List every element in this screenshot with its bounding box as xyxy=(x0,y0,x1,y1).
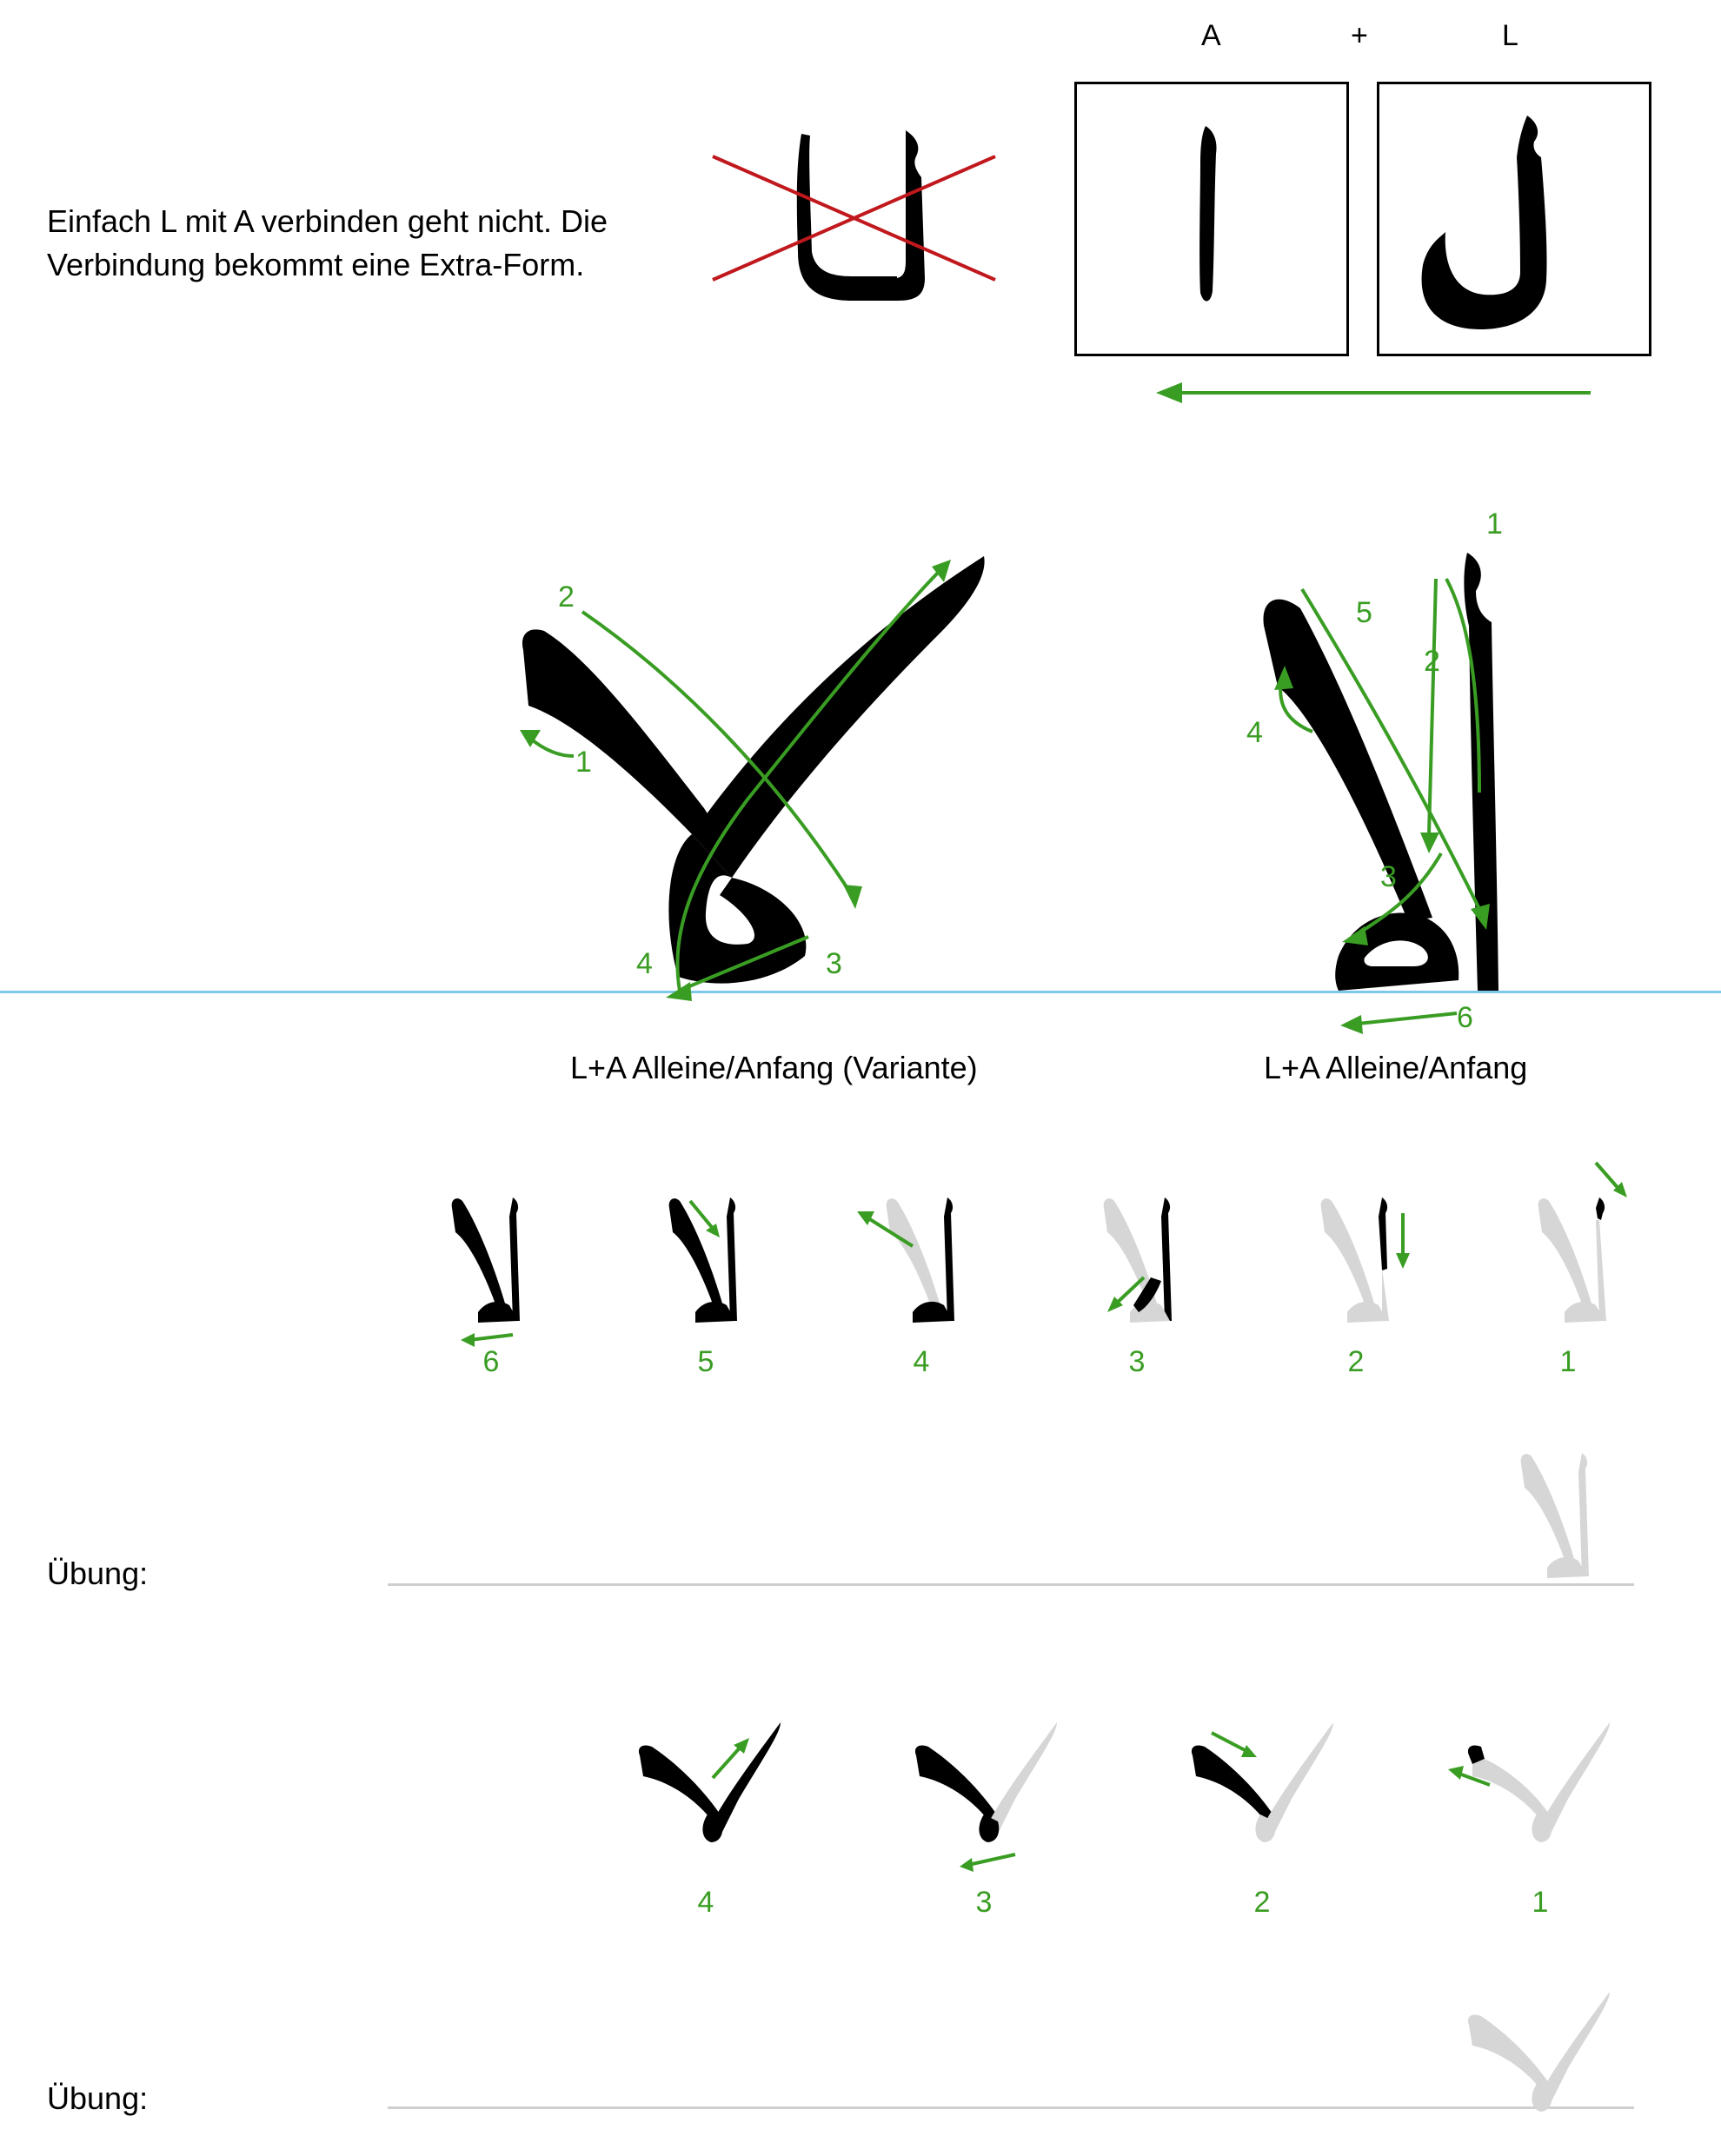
seq-a-label-2: 2 xyxy=(1347,1345,1365,1378)
seq-a-label-3: 3 xyxy=(1128,1345,1146,1378)
practice-ghost-glyph-2 xyxy=(1464,1981,1620,2120)
alif-box xyxy=(1074,82,1349,356)
label-l: L xyxy=(1502,19,1518,52)
seq-a-glyph-6 xyxy=(443,1191,530,1330)
seq-b-glyph-2 xyxy=(1187,1712,1344,1851)
variant-step-2: 2 xyxy=(558,580,575,614)
seq-a-label-1: 1 xyxy=(1559,1345,1577,1378)
wrong-connection-glyph xyxy=(704,122,1000,313)
seq-b-glyph-3 xyxy=(911,1712,1067,1851)
seq-a-label-6: 6 xyxy=(482,1345,500,1378)
variant-step-3: 3 xyxy=(826,947,842,980)
seq-a-label-4: 4 xyxy=(913,1345,930,1378)
variant-step-4: 4 xyxy=(636,947,653,980)
seq-a-glyph-2 xyxy=(1312,1191,1399,1330)
practice-line-1[interactable] xyxy=(388,1583,1634,1586)
seq-a-glyph-4 xyxy=(878,1191,965,1330)
arrow-left-icon xyxy=(1147,375,1599,410)
standard-step-4: 4 xyxy=(1246,716,1263,749)
standard-caption: L+A Alleine/Anfang xyxy=(1264,1050,1528,1085)
seq-a-label-5: 5 xyxy=(697,1345,714,1378)
seq-a-glyph-3 xyxy=(1095,1191,1182,1330)
practice-label-2: Übung: xyxy=(47,2080,149,2116)
standard-step-1: 1 xyxy=(1486,507,1503,541)
intro-line-1: Einfach L mit A verbinden geht nicht. Die xyxy=(47,203,608,239)
label-plus: + xyxy=(1351,19,1368,52)
variant-step-1: 1 xyxy=(575,746,592,779)
label-a: A xyxy=(1201,19,1221,52)
standard-step-3: 3 xyxy=(1380,860,1397,893)
standard-step-2: 2 xyxy=(1424,645,1440,678)
intro-text xyxy=(47,200,608,287)
practice-ghost-glyph-1 xyxy=(1512,1446,1599,1585)
standard-step-6: 6 xyxy=(1457,1001,1473,1034)
variant-caption: L+A Alleine/Anfang (Variante) xyxy=(570,1050,978,1085)
red-cross-icon xyxy=(713,156,995,280)
intro-line-2: Verbindung bekommt eine Extra-Form. xyxy=(47,247,585,282)
lam-glyph xyxy=(1379,84,1654,359)
practice-label-1: Übung: xyxy=(47,1556,149,1591)
practice-line-2[interactable] xyxy=(388,2106,1634,2109)
lam-box xyxy=(1377,82,1651,356)
seq-b-label-1: 1 xyxy=(1532,1886,1549,1919)
seq-a-glyph-1 xyxy=(1530,1191,1617,1330)
lamalif-standard-glyph xyxy=(1243,521,1538,1008)
alif-glyph xyxy=(1077,84,1352,359)
seq-b-label-2: 2 xyxy=(1253,1886,1271,1919)
seq-b-glyph-4 xyxy=(635,1712,791,1851)
seq-b-glyph-1 xyxy=(1464,1712,1620,1851)
standard-step-5: 5 xyxy=(1356,596,1372,629)
seq-b-label-4: 4 xyxy=(697,1886,714,1919)
seq-b-label-3: 3 xyxy=(975,1886,993,1919)
seq-a-glyph-5 xyxy=(661,1191,748,1330)
